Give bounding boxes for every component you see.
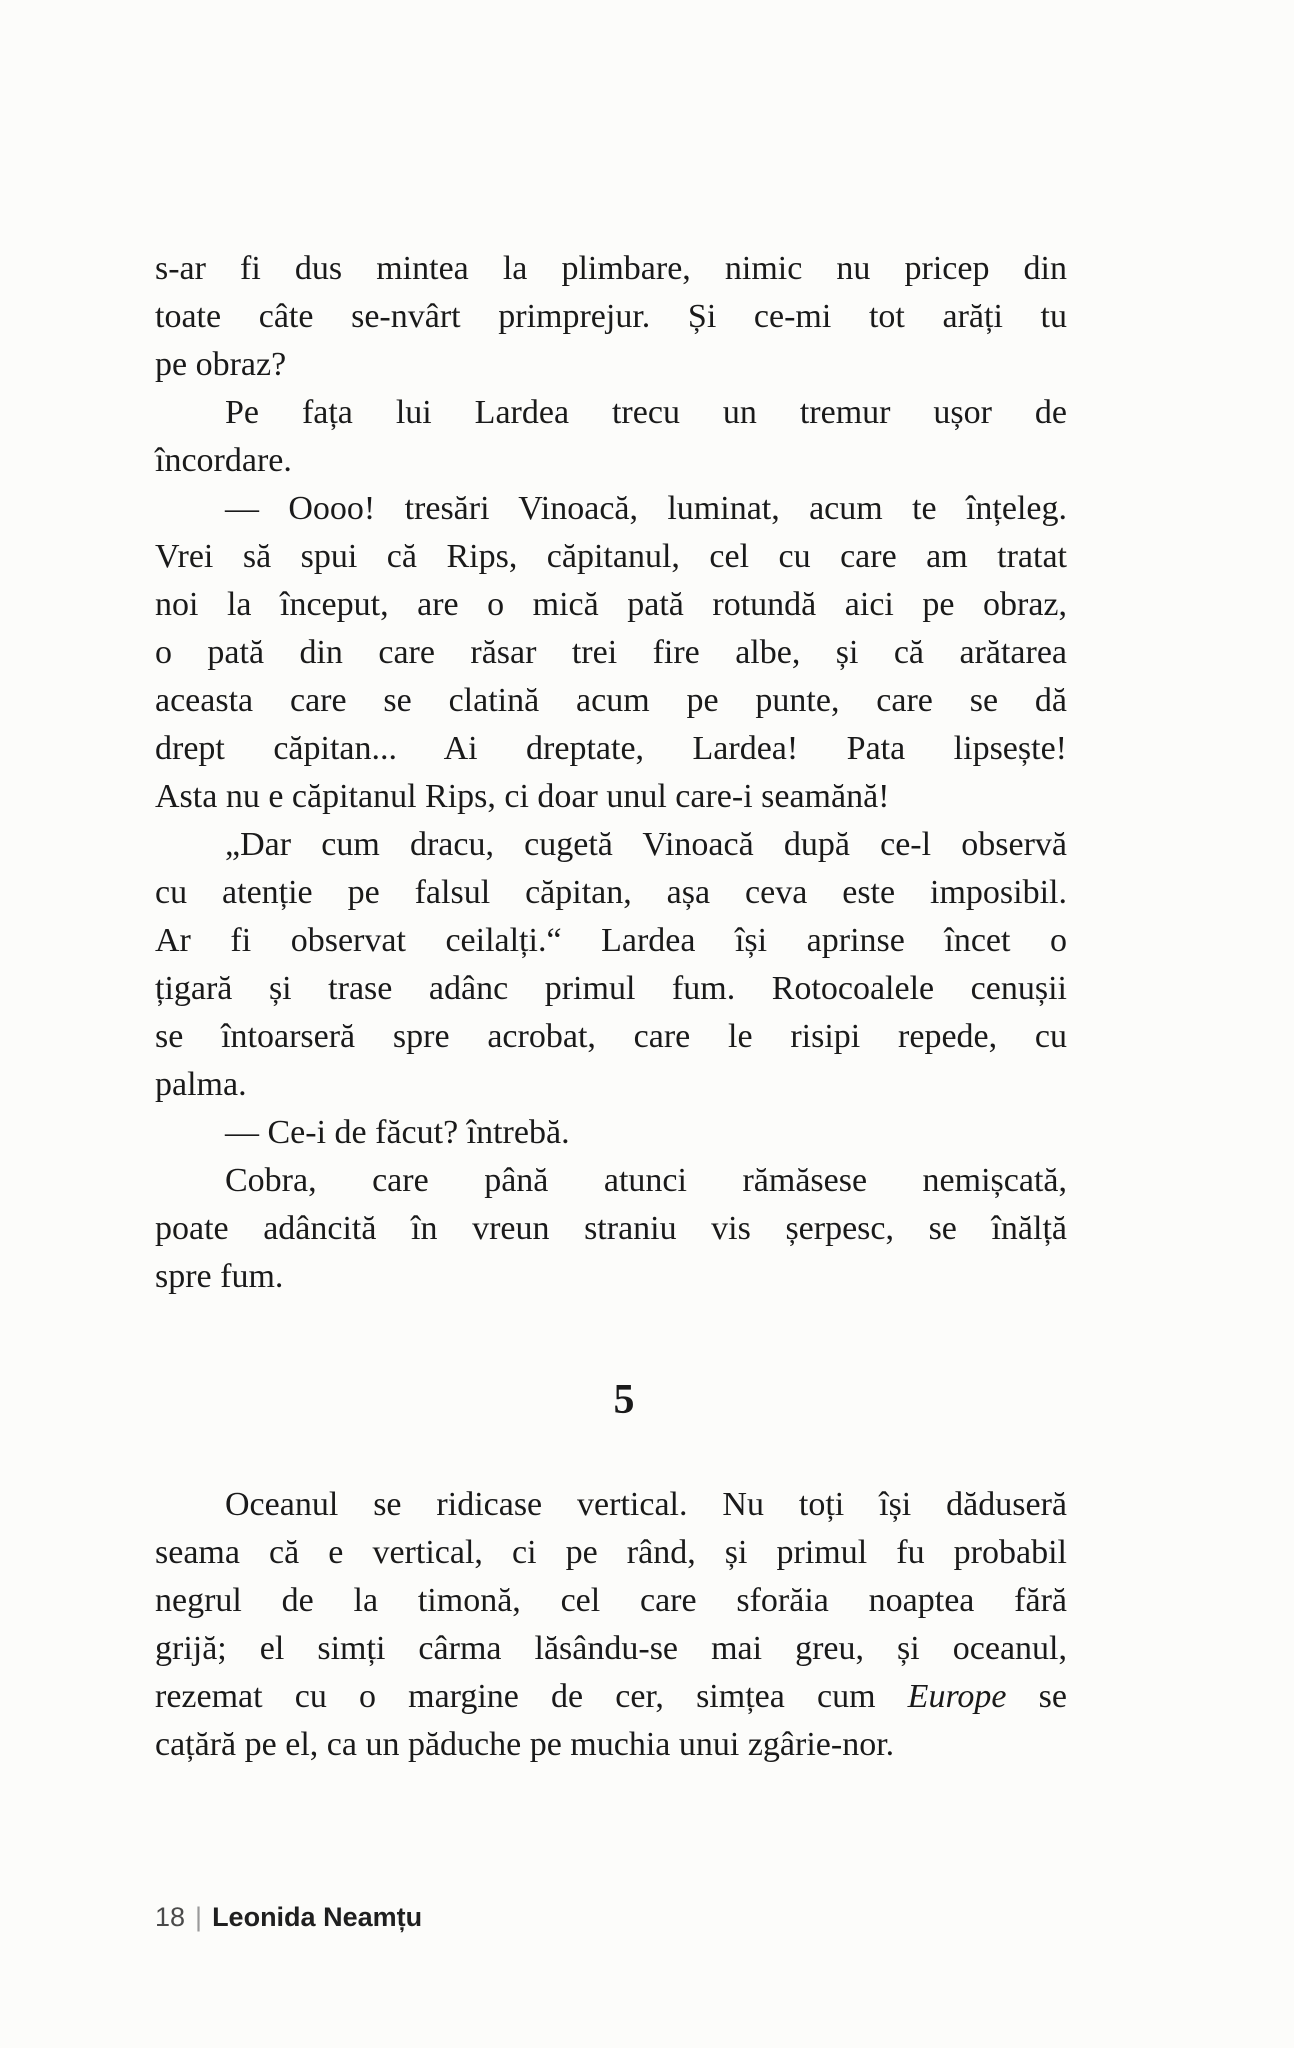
text-segment: — Ce-i de făcut? întrebă. xyxy=(225,1114,570,1151)
text-line xyxy=(155,533,1067,581)
text-line xyxy=(155,677,1067,725)
paragraph xyxy=(155,1157,1067,1301)
italic-text-ship-name: Europe xyxy=(907,1678,1007,1715)
text-segment: „Dar cum dracu, cugetă Vinoacă după ce-l observă xyxy=(225,826,1067,863)
text-segment: cu atenție pe falsul căpitan, așa ceva este imposibil. xyxy=(155,874,1067,911)
text-segment: încordare. xyxy=(155,442,292,479)
paragraph xyxy=(155,1481,1067,1769)
footer-separator: | xyxy=(195,1902,203,1932)
text-segment: spre fum. xyxy=(155,1258,284,1295)
text-line xyxy=(155,1577,1067,1625)
text-segment: poate adâncită în vreun straniu vis șerpesc, se înălță xyxy=(155,1210,1067,1247)
paragraph xyxy=(155,821,1067,1109)
text-segment: cațără pe el, ca un păduche pe muchia unui zgârie-nor. xyxy=(155,1726,895,1763)
paragraph xyxy=(155,1109,1067,1157)
text-segment: Vrei să spui că Rips, căpitanul, cel cu care am tratat xyxy=(155,538,1067,575)
text-segment: negrul de la timonă, cel care sforăia noaptea fără xyxy=(155,1582,1067,1619)
text-line xyxy=(155,965,1067,1013)
paragraph xyxy=(155,389,1067,485)
footer-author-name: Leonida Neamțu xyxy=(212,1902,423,1932)
text-segment: o pată din care răsar trei fire albe, și că arătarea xyxy=(155,634,1067,671)
text-line xyxy=(155,1721,1067,1769)
text-segment: grijă; el simți cârma lăsându-se mai greu, și oceanul, xyxy=(155,1630,1067,1667)
text-line xyxy=(155,389,1067,437)
chapter-number-heading: 5 xyxy=(613,1377,635,1423)
text-segment: Pe fața lui Lardea trecu un tremur ușor de xyxy=(225,394,1067,431)
text-line xyxy=(155,1157,1067,1205)
paragraph xyxy=(155,485,1067,821)
text-segment: pe obraz? xyxy=(155,346,287,383)
text-line xyxy=(155,1625,1067,1673)
book-page-text xyxy=(155,245,1067,1769)
text-segment: drept căpitan... Ai dreptate, Lardea! Pata lipsește! xyxy=(155,730,1067,767)
text-line xyxy=(155,245,1067,293)
text-segment: noi la început, are o mică pată rotundă aici pe obraz, xyxy=(155,586,1067,623)
text-line xyxy=(155,629,1067,677)
paragraphs-before-heading xyxy=(155,245,1067,1301)
text-line xyxy=(155,485,1067,533)
text-segment: Ar fi observat ceilalți.“ Lardea își aprinse încet o xyxy=(155,922,1067,959)
paragraphs-after-heading xyxy=(155,1481,1067,1769)
text-line xyxy=(155,821,1067,869)
text-line xyxy=(155,1109,1067,1157)
text-segment: seama că e vertical, ci pe rând, și primul fu probabil xyxy=(155,1534,1067,1571)
text-segment: țigară și trase adânc primul fum. Rotocoalele cenușii xyxy=(155,970,1067,1007)
text-segment: toate câte se-nvârt primprejur. Și ce-mi tot arăți tu xyxy=(155,298,1067,335)
text-line xyxy=(155,1013,1067,1061)
text-line xyxy=(155,1205,1067,1253)
page-footer xyxy=(155,1901,422,1933)
text-line xyxy=(155,1253,1067,1301)
text-line xyxy=(155,293,1067,341)
text-segment: Asta nu e căpitanul Rips, ci doar unul care-i seamănă! xyxy=(155,778,890,815)
text-line xyxy=(155,1481,1067,1529)
text-segment: se xyxy=(1006,1678,1067,1715)
text-line xyxy=(155,341,1067,389)
text-line xyxy=(155,1529,1067,1577)
text-line xyxy=(155,725,1067,773)
text-segment: palma. xyxy=(155,1066,247,1103)
text-line xyxy=(155,581,1067,629)
text-segment: se întoarseră spre acrobat, care le risipi repede, cu xyxy=(155,1018,1067,1055)
footer-page-number: 18 xyxy=(155,1902,186,1932)
text-line xyxy=(155,1673,1067,1721)
text-line xyxy=(155,437,1067,485)
text-segment: — Oooo! tresări Vinoacă, luminat, acum te înțeleg. xyxy=(225,490,1067,527)
text-segment: Cobra, care până atunci rămăsese nemișcată, xyxy=(225,1162,1067,1199)
text-line xyxy=(155,917,1067,965)
text-line xyxy=(155,773,1067,821)
text-line xyxy=(155,1061,1067,1109)
text-segment: Oceanul se ridicase vertical. Nu toți își dăduseră xyxy=(225,1486,1067,1523)
text-line xyxy=(155,869,1067,917)
paragraph xyxy=(155,245,1067,389)
text-segment: s-ar fi dus mintea la plimbare, nimic nu pricep din xyxy=(155,250,1067,287)
text-segment: aceasta care se clatină acum pe punte, care se dă xyxy=(155,682,1067,719)
text-segment: rezemat cu o margine de cer, simțea cum xyxy=(155,1678,908,1715)
